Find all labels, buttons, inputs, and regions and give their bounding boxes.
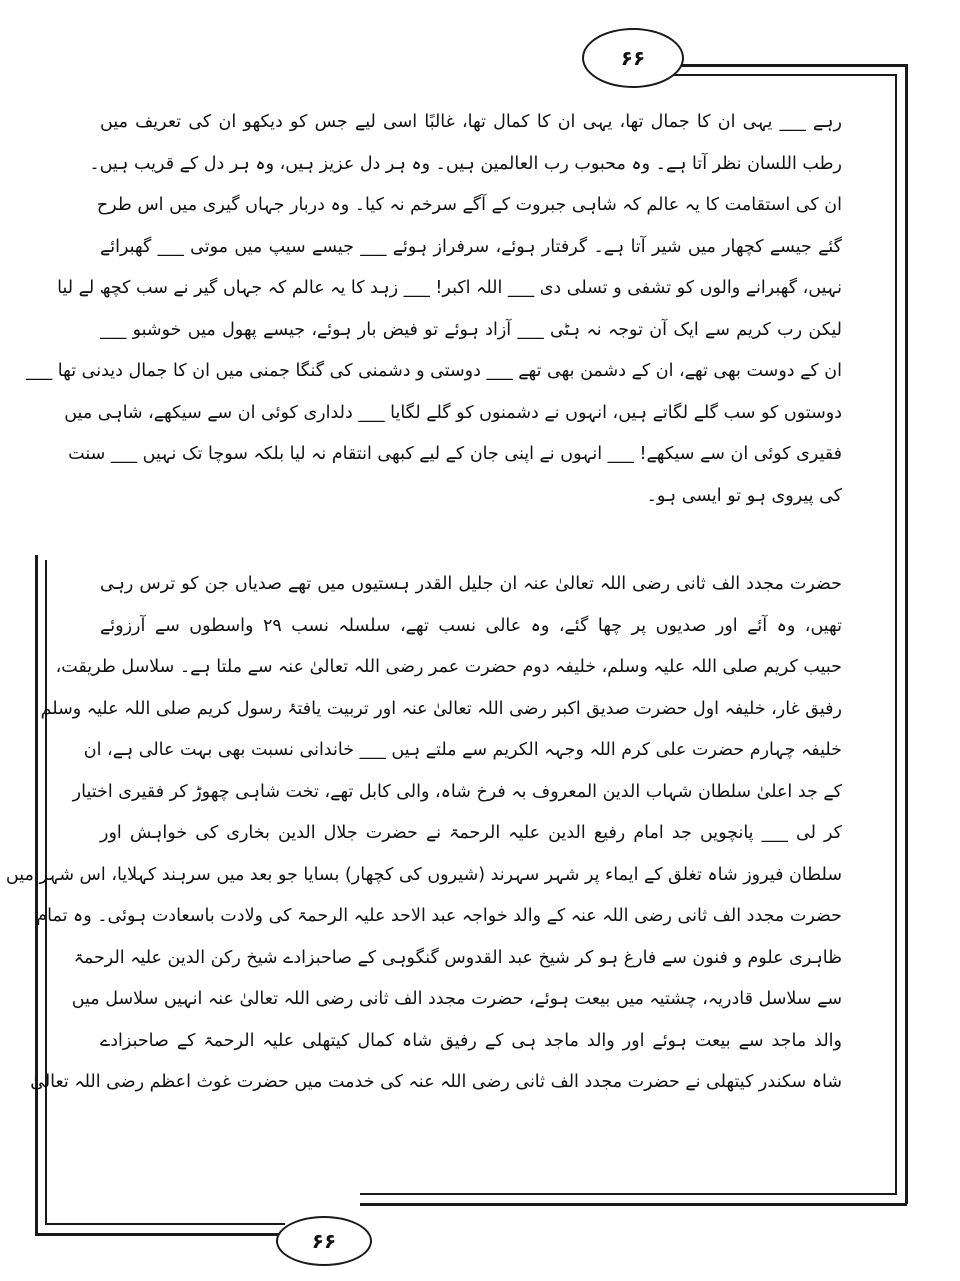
border-bottom-right-inner xyxy=(360,1193,897,1195)
paragraph-section-1 xyxy=(25,102,842,517)
border-bottom-right-outer xyxy=(360,1203,907,1206)
border-bottom-outer xyxy=(35,1233,285,1236)
text-line: فقیری کوئی ان سے سیکھے! ___ انہوں نے اپنی جان کے لیے کبھی انتقام نہ لیا بلکہ سوچا تک نہیں ___ سنت xyxy=(68,444,842,464)
text-line: سے سلاسل قادریہ، چشتیہ میں بیعت ہوئے، حضرت مجدد الف ثانی رضی اللہ تعالیٰ عنہ انہیں سلاسل میں xyxy=(71,989,842,1009)
page-number-bottom xyxy=(276,1216,372,1266)
text-line: شاہ سکندر کیتھلی نے حضرت مجدد الف ثانی رضی اللہ عنہ کی خدمت میں حضرت غوث اعظم رضی اللہ تعالیٰ xyxy=(30,1072,842,1092)
text-line: کر لی ___ پانچویں جد امام رفیع الدین علیہ الرحمۃ نے حضرت جلال الدین بخاری کی خواہش اور xyxy=(100,823,842,843)
text-line: رطب اللسان نظر آتا ہے۔ وہ محبوب رب العالمین ہیں۔ وہ ہر دل عزیز ہیں، وہ ہر دل کے قریب ہیں۔ xyxy=(89,153,842,174)
text-line: لیکن رب کریم سے ایک آن توجہ نہ ہٹی ___ آزاد ہوئے تو فیض بار ہوئے، جیسے پھول میں خوشبو ___ xyxy=(100,319,842,340)
text-line: سلطان فیروز شاہ تغلق کے ایماء پر شہر سہرند (شیروں کی کچھار) بسایا جو بعد میں سرہند کہلایا، اس شہر میں xyxy=(5,864,842,885)
page-number-top-label: ۶۶ xyxy=(620,46,646,70)
text-line: والد ماجد سے بیعت ہوئے اور والد ماجد ہی کے رفیق شاہ کمال کیتھلی علیہ الرحمۃ کے صاحبزادے xyxy=(100,1030,842,1051)
border-top-inner xyxy=(652,74,897,76)
text-line: دوستوں کو سب گلے لگاتے ہیں، انہوں نے دشمنوں کو گلے لگایا ___ دلداری کوئی ان سے سیکھے، شاہی میں xyxy=(64,402,842,423)
page-number-top xyxy=(582,28,684,88)
text-line: ان کی استقامت کا یہ عالم کہ شاہی جبروت کے آگے سرخم نہ کیا۔ وہ دربار جہاں گیری میں اس طرح xyxy=(96,195,842,215)
text-line: ان کے دوست بھی تھے، ان کے دشمن بھی تھے ___ دوستی و دشمنی کی گنگا جمنی میں ان کا جمال دیدنی تھا ___ xyxy=(25,361,842,381)
text-line: ظاہری علوم و فنون سے فارغ ہو کر شیخ عبد القدوس گنگوہی کے صاحبزادے شیخ رکن الدین علیہ الرحمۃ xyxy=(73,947,842,968)
text-line: رہے ___ یہی ان کا جمال تھا، یہی ان کا کمال تھا، غالبًا اسی لیے جس کو دیکھو ان کی تعریف میں xyxy=(100,112,842,132)
border-right-outer xyxy=(905,64,908,1204)
text-line: گئے جیسے کچھار میں شیر آتا ہے۔ گرفتار ہوئے، سرفراز ہوئے ___ جیسے سیپ میں موتی ___ گھبرائے xyxy=(100,236,842,257)
text-line: رفیق غار، خلیفہ اول حضرت صدیق اکبر رضی اللہ تعالیٰ عنہ اور تربیت یافتۂ رسول کریم صلی اللہ علیہ وسلم xyxy=(40,698,842,719)
text-line: نہیں، گھبرانے والوں کو تشفی و تسلی دی ___ اللہ اکبر! ___ زہد کا یہ عالم کہ جہاں گیر نے سب کچھ لے لیا xyxy=(57,278,842,298)
text-line: کے جد اعلیٰ سلطان شہاب الدین المعروف بہ فرخ شاہ، والی کابل تھے، تخت شاہی چھوڑ کر فقیری اختیار xyxy=(72,781,842,802)
border-right-inner xyxy=(895,74,897,1194)
border-bottom-inner xyxy=(45,1223,285,1225)
text-line: کی پیروی ہو تو ایسی ہو۔ xyxy=(646,485,842,506)
text-line: حبیب کریم صلی اللہ علیہ وسلم، خلیفہ دوم حضرت عمر رضی اللہ تعالیٰ عنہ سے ملتا ہے۔ سلاسل طریقت، xyxy=(55,657,842,677)
page-number-bottom-label: ۶۶ xyxy=(311,1229,337,1253)
border-top-outer xyxy=(652,64,907,67)
text-line: حضرت مجدد الف ثانی رضی اللہ تعالیٰ عنہ ان جلیل القدر ہستیوں میں تھے صدیاں جن کو ترس رہی xyxy=(100,574,842,594)
text-line: حضرت مجدد الف ثانی رضی اللہ عنہ کے والد خواجہ عبد الاحد علیہ الرحمۃ کی ولادت باسعادت ہوئی۔ وہ تمام xyxy=(36,906,842,926)
paragraph-section-2 xyxy=(5,564,842,1104)
text-line: تھیں، وہ آئے اور صدیوں پر چھا گئے، وہ عالی نسب تھے، سلسلہ نسب ۲۹ واسطوں سے آرزوئے xyxy=(100,615,842,636)
text-line: خلیفہ چہارم حضرت علی کرم اللہ وجہہ الکریم سے ملتے ہیں ___ خاندانی نسبت بھی بہت عالی ہے، ان xyxy=(83,740,842,760)
